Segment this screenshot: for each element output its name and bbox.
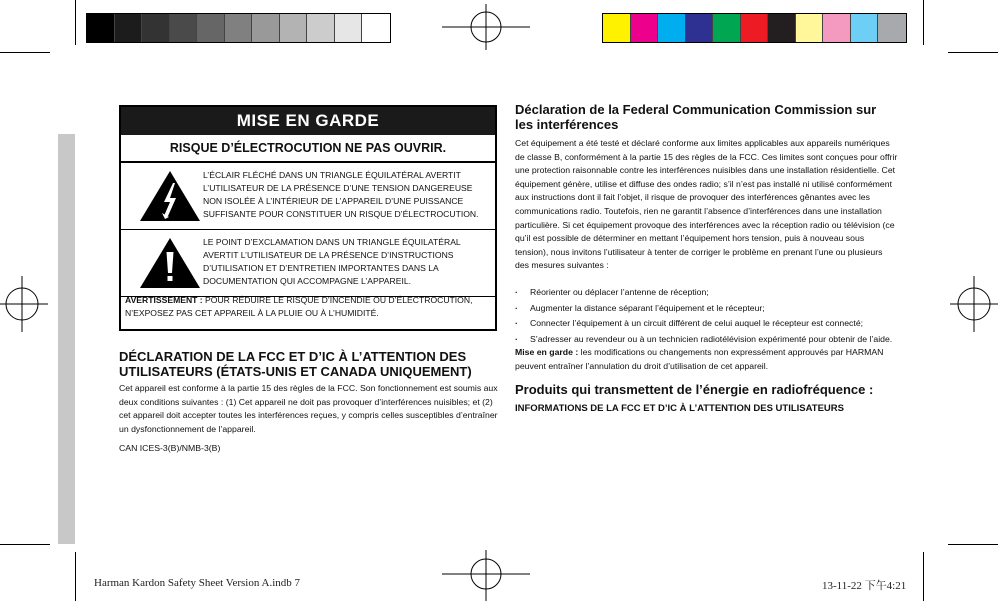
rf-heading: Produits qui transmettent de l’énergie en radiofréquence : xyxy=(515,382,874,397)
lightning-symbol-text: L’ÉCLAIR FLÉCHÉ DANS UN TRIANGLE ÉQUILATÉRAL AVERTIT L’UTILISATEUR DE LA PRÉSENCE D’UNE TENSION DANGEREUSE NON ISOLÉE À L’INTÉRIEUR DE L’APPAREIL D’UNE PUISSANCE SUFFISANTE POUR CONSTITUER UN RISQUE D’ÉLECTROCUTION. xyxy=(203,170,479,219)
crop-mark xyxy=(923,552,924,601)
crop-mark xyxy=(923,0,924,45)
exclamation-symbol-row xyxy=(121,230,495,297)
gray-swatch xyxy=(115,14,143,42)
warning-label: AVERTISSEMENT : xyxy=(125,295,203,305)
interference-body: Cet équipement a été testé et déclaré conforme aux limites applicables aux appareils numériques de classe B, conformément à la partie 15 des règles de la FCC. Ces limites sont conçues pour offrir une protection raisonnable contre les interférences nuisibles dans une installation résidentielle. Cet équipement génère, utilise et diffuse des ondes radio; s’il n’est pas installé ni utilisé conformément aux instructions dont il fait l’objet, il risque de provoquer des interférences gênantes avec les communications radio. Toutefois, rien ne garantit l’absence d’interférences dans une installation particulière. Si cet équipement provoque des interférences avec la réception radio ou télévision (ce qu’il est possible de déterminer en mettant l’équipement hors tension, puis à nouveau sous tension), nous invitons l’utilisateur à tenter de corriger le problème en prenant l’une ou plusieurs des mesures suivantes : xyxy=(515,138,898,271)
color-swatch xyxy=(878,14,906,42)
warning-subtitle: RISQUE D’ÉLECTROCUTION NE PAS OUVRIR. xyxy=(121,135,495,163)
color-swatch xyxy=(768,14,796,42)
color-swatch xyxy=(796,14,824,42)
color-swatch xyxy=(603,14,631,42)
lightning-bolt-triangle-icon xyxy=(138,169,202,223)
page-edge-tab xyxy=(58,134,75,544)
list-item: · Réorienter ou déplacer l’antenne de réception; xyxy=(515,285,898,301)
list-item: · S’adresser au revendeur ou à un technicien radiotélévision expérimenté pour obtenir de l’aide. xyxy=(515,332,898,348)
exclamation-triangle-icon xyxy=(138,236,202,290)
file-slug: Harman Kardon Safety Sheet Version A.indb 7 xyxy=(94,577,301,589)
color-swatch xyxy=(851,14,879,42)
list-item: · Connecter l’équipement à un circuit différent de celui auquel le récepteur est connecté; xyxy=(515,316,898,332)
gray-swatch xyxy=(197,14,225,42)
color-swatch xyxy=(631,14,659,42)
registration-mark-bottom xyxy=(442,550,530,601)
interference-measures-list xyxy=(515,285,898,347)
color-swatch xyxy=(686,14,714,42)
crop-mark xyxy=(75,0,76,45)
color-swatch xyxy=(713,14,741,42)
caution-text: les modifications ou changements non expressément approuvés par HARMAN peuvent entraîner l’annulation du droit d’utilisation de cet appareil. xyxy=(515,347,884,371)
crop-mark xyxy=(948,52,998,53)
lightning-symbol-row xyxy=(121,163,495,230)
registration-mark-left xyxy=(0,276,48,332)
color-swatch xyxy=(823,14,851,42)
interference-heading: Déclaration de la Federal Communication Commission sur les interférences xyxy=(515,102,877,132)
exclamation-symbol-text: LE POINT D’EXCLAMATION DANS UN TRIANGLE ÉQUILATÉRAL AVERTIT L’UTILISATEUR DE LA PRÉSENCE D’INSTRUCTIONS D’UTILISATION ET D’ENTRETIEN IMPORTANTES DANS LA DOCUMENTATION QUI ACCOMPAGNE L’APPAREIL. xyxy=(203,237,461,286)
gray-swatch xyxy=(170,14,198,42)
warning-footer xyxy=(125,294,493,320)
print-date: 13-11-22 下午4:21 xyxy=(822,580,907,592)
gray-swatch xyxy=(142,14,170,42)
crop-mark xyxy=(75,552,76,601)
list-item: · Augmenter la distance séparant l’équipement et le récepteur; xyxy=(515,301,898,317)
gray-swatch xyxy=(362,14,390,42)
rf-subheading: INFORMATIONS DE LA FCC ET D’IC À L’ATTENTION DES UTILISATEURS xyxy=(515,403,844,414)
gray-swatch xyxy=(225,14,253,42)
fcc-ic-heading: DÉCLARATION DE LA FCC ET D’IC À L’ATTENTION DES UTILISATEURS (ÉTATS-UNIS ET CANADA UNIQUEMENT) xyxy=(119,349,472,379)
registration-mark-top xyxy=(442,4,530,50)
gray-swatch xyxy=(87,14,115,42)
crop-mark xyxy=(948,544,998,545)
caution-paragraph xyxy=(515,346,895,373)
crop-mark xyxy=(0,544,50,545)
gray-swatch xyxy=(335,14,363,42)
electric-shock-warning-box xyxy=(119,105,497,331)
process-color-bar xyxy=(602,13,907,43)
warning-text: POUR RÉDUIRE LE RISQUE D’INCENDIE OU D’ÉLECTROCUTION, N’EXPOSEZ PAS CET APPAREIL À LA PLUIE OU À L’HUMIDITÉ. xyxy=(125,295,473,318)
gray-swatch xyxy=(307,14,335,42)
fcc-ic-body: Cet appareil est conforme à la partie 15 des règles de la FCC. Son fonctionnement est soumis aux deux conditions suivantes : (1) Cet appareil ne doit pas provoquer d’interférences nuisibles; et (2) cet appareil doit accepter toutes les interférences reçues, y compris celles susceptibles d’entraîner un dysfonctionnement de l’appareil. xyxy=(119,383,498,434)
color-swatch xyxy=(658,14,686,42)
ices-code: CAN ICES-3(B)/NMB-3(B) xyxy=(119,443,221,453)
warning-title: MISE EN GARDE xyxy=(121,107,495,135)
registration-mark-right xyxy=(950,276,998,332)
gray-swatch xyxy=(252,14,280,42)
grayscale-color-bar xyxy=(86,13,391,43)
gray-swatch xyxy=(280,14,308,42)
color-swatch xyxy=(741,14,769,42)
caution-label: Mise en garde : xyxy=(515,347,579,357)
crop-mark xyxy=(0,52,50,53)
